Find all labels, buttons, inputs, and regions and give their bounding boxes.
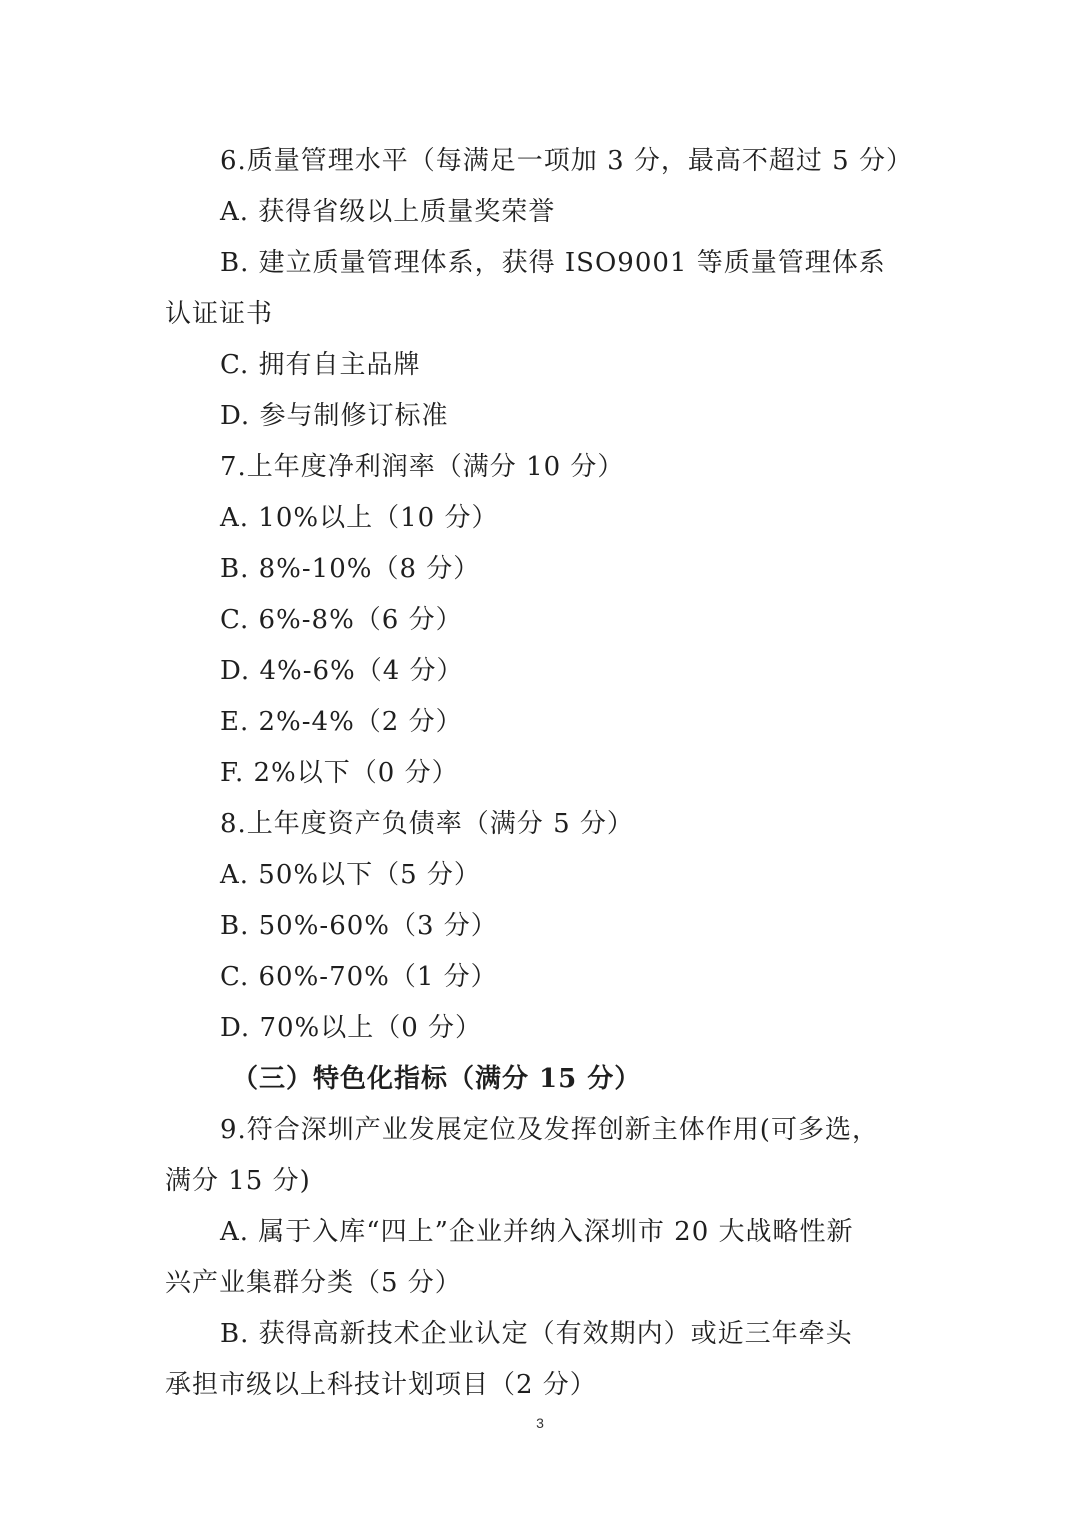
item-9-option-a-continuation: 兴产业集群分类（5 分） [165, 1268, 462, 1298]
item-7-option-b: B. 8%-10%（8 分） [220, 554, 481, 584]
item-7-option-e: E. 2%-4%（2 分） [220, 707, 463, 737]
item-7-option-a: A. 10%以上（10 分） [220, 503, 499, 533]
item-9-heading-continuation: 满分 15 分) [165, 1166, 311, 1196]
item-6-option-c: C. 拥有自主品牌 [220, 350, 421, 380]
item-6-option-d: D. 参与制修订标准 [220, 401, 449, 431]
item-8-heading: 8.上年度资产负债率（满分 5 分） [220, 809, 634, 839]
item-6-option-b-continuation: 认证证书 [165, 299, 274, 329]
item-7-option-d: D. 4%-6%（4 分） [220, 656, 464, 686]
item-6-option-a: A. 获得省级以上质量奖荣誉 [220, 197, 556, 227]
page-number: 3 [536, 1415, 544, 1431]
item-6-option-b: B. 建立质量管理体系，获得 ISO9001 等质量管理体系 [220, 248, 886, 278]
item-9-option-b-continuation: 承担市级以上科技计划项目（2 分） [165, 1370, 597, 1400]
item-6-heading: 6.质量管理水平（每满足一项加 3 分，最高不超过 5 分） [220, 146, 913, 176]
item-7-heading: 7.上年度净利润率（满分 10 分） [220, 452, 625, 482]
item-9-option-a: A. 属于入库“四上”企业并纳入深圳市 20 大战略性新 [220, 1217, 854, 1247]
item-8-option-c: C. 60%-70%（1 分） [220, 962, 498, 992]
section-3-heading: （三）特色化指标（满分 15 分） [232, 1064, 642, 1094]
item-9-heading: 9.符合深圳产业发展定位及发挥创新主体作用(可多选， [220, 1115, 879, 1145]
item-7-option-f: F. 2%以下（0 分） [220, 758, 459, 788]
item-8-option-d: D. 70%以上（0 分） [220, 1013, 483, 1043]
item-8-option-a: A. 50%以下（5 分） [220, 860, 481, 890]
item-9-option-b: B. 获得高新技术企业认定（有效期内）或近三年牵头 [220, 1319, 853, 1349]
item-8-option-b: B. 50%-60%（3 分） [220, 911, 498, 941]
item-7-option-c: C. 6%-8%（6 分） [220, 605, 463, 635]
